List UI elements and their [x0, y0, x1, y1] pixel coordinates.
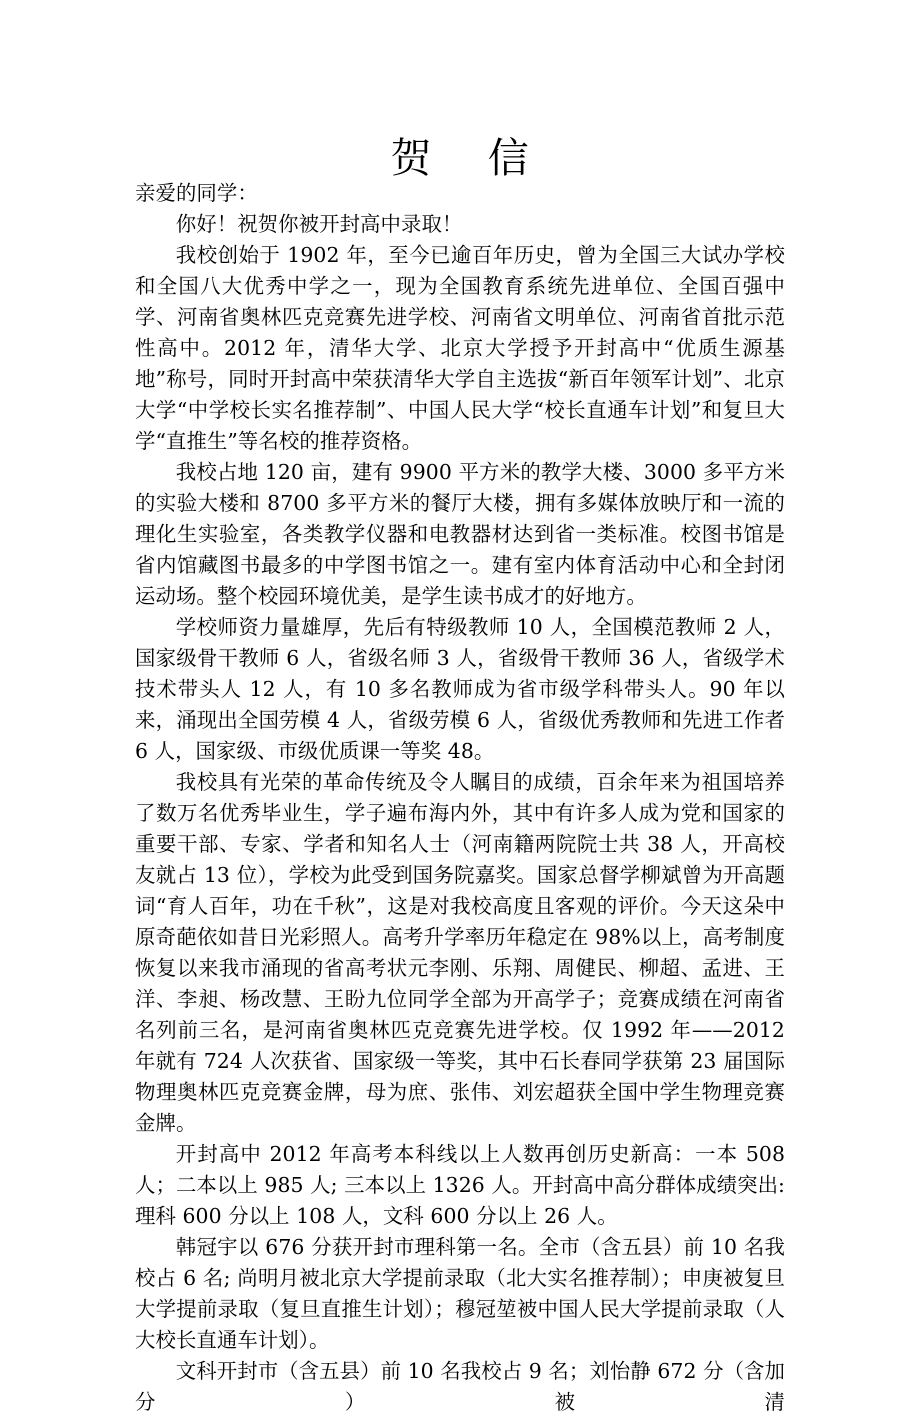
paragraph-alumni-achievements: 我校具有光荣的革命传统及令人瞩目的成绩，百余年来为祖国培养了数万名优秀毕业生，学子遍布海内外，其中有许多人成为党和国家的重要干部、专家、学者和知名人士（河南籍两院院士共 38 人，开高校友就占 13 位），学校为此受到国务院嘉奖。国家总督学柳斌曾为开高题词“育人百年，功在千秋”，这是对我校高度且客观的评价。今天这朵中原奇葩依如昔日光彩照人。高考升学率历年稳定在 98%以上，高考制度恢复以来我市涌现的省高考状元李刚、乐翔、周健民、柳超、孟进、王洋、李昶、杨改慧、王盼九位同学全部为开高学子；竞赛成绩在河南省名列前三名，是河南省奥林匹克竞赛先进学校。仅 1992 年——2012 年就有 724 人次获省、国家级一等奖，其中石长春同学获第 23 届国际物理奥林匹克竞赛金牌，母为庶、张伟、刘宏超获全国中学生物理竞赛金牌。 — [135, 770, 785, 1135]
paragraph-2012-results: 开封高中 2012 年高考本科线以上人数再创历史新高：一本 508 人；二本以上 985 人; 三本以上 1326 人。开封高中高分群体成绩突出: 理科 600 分以上 108 人，文科 600 分以上 26 人。 — [135, 1142, 785, 1228]
paragraph-faculty: 学校师资力量雄厚，先后有特级教师 10 人，全国模范教师 2 人，国家级骨干教师 6 人，省级名师 3 人，省级骨干教师 36 人，省级学术技术带头人 12 人，有 10 多名教师成为省市级学科带头人。90 年以来，涌现出全国劳模 4 人，省级劳模 6 人，省级优秀教师和先进工作者 6 人，国家级、市级优质课一等奖 48。 — [135, 615, 785, 763]
paragraph-school-history: 我校创始于 1902 年，至今已逾百年历史，曾为全国三大试办学校和全国八大优秀中学之一，现为全国教育系统先进单位、全国百强中学、河南省奥林匹克竞赛先进学校、河南省文明单位、河南省首批示范性高中。2012 年，清华大学、北京大学授予开封高中“优质生源基地”称号，同时开封高中荣获清华大学自主选拔“新百年领军计划”、北京大学“中学校长实名推荐制”、中国人民大学“校长直通车计划”和复旦大学“直推生”等名校的推荐资格。 — [135, 243, 785, 453]
paragraph-campus-facilities: 我校占地 120 亩，建有 9900 平方米的教学大楼、3000 多平方米的实验大楼和 8700 多平方米的餐厅大楼，拥有多媒体放映厅和一流的理化生实验室，各类教学仪器和电教器材达到省一类标准。校图书馆是省内馆藏图书最多的中学图书馆之一。建有室内体育活动中心和全封闭运动场。整个校园环境优美，是学生读书成才的好地方。 — [135, 460, 785, 608]
paragraph-liberal-arts-top-scorers: 文科开封市（含五县）前 10 名我校占 9 名；刘怡静 672 分（含加分）被清 — [135, 1359, 785, 1414]
greeting-line: 你好！祝贺你被开封高中录取！ — [175, 212, 463, 236]
paragraph-science-top-scorers: 韩冠宇以 676 分获开封市理科第一名。全市（含五县）前 10 名我校占 6 名; 尚明月被北京大学提前录取（北大实名推荐制）；申庚被复旦大学提前录取（复旦直推生计划）；穆冠堃被中国人民大学提前录取（人大校长直通车计划）。 — [135, 1235, 785, 1352]
page-title: 贺 信 — [390, 134, 530, 183]
salutation-line: 亲爱的同学： — [135, 181, 258, 205]
document-body — [135, 178, 785, 1418]
